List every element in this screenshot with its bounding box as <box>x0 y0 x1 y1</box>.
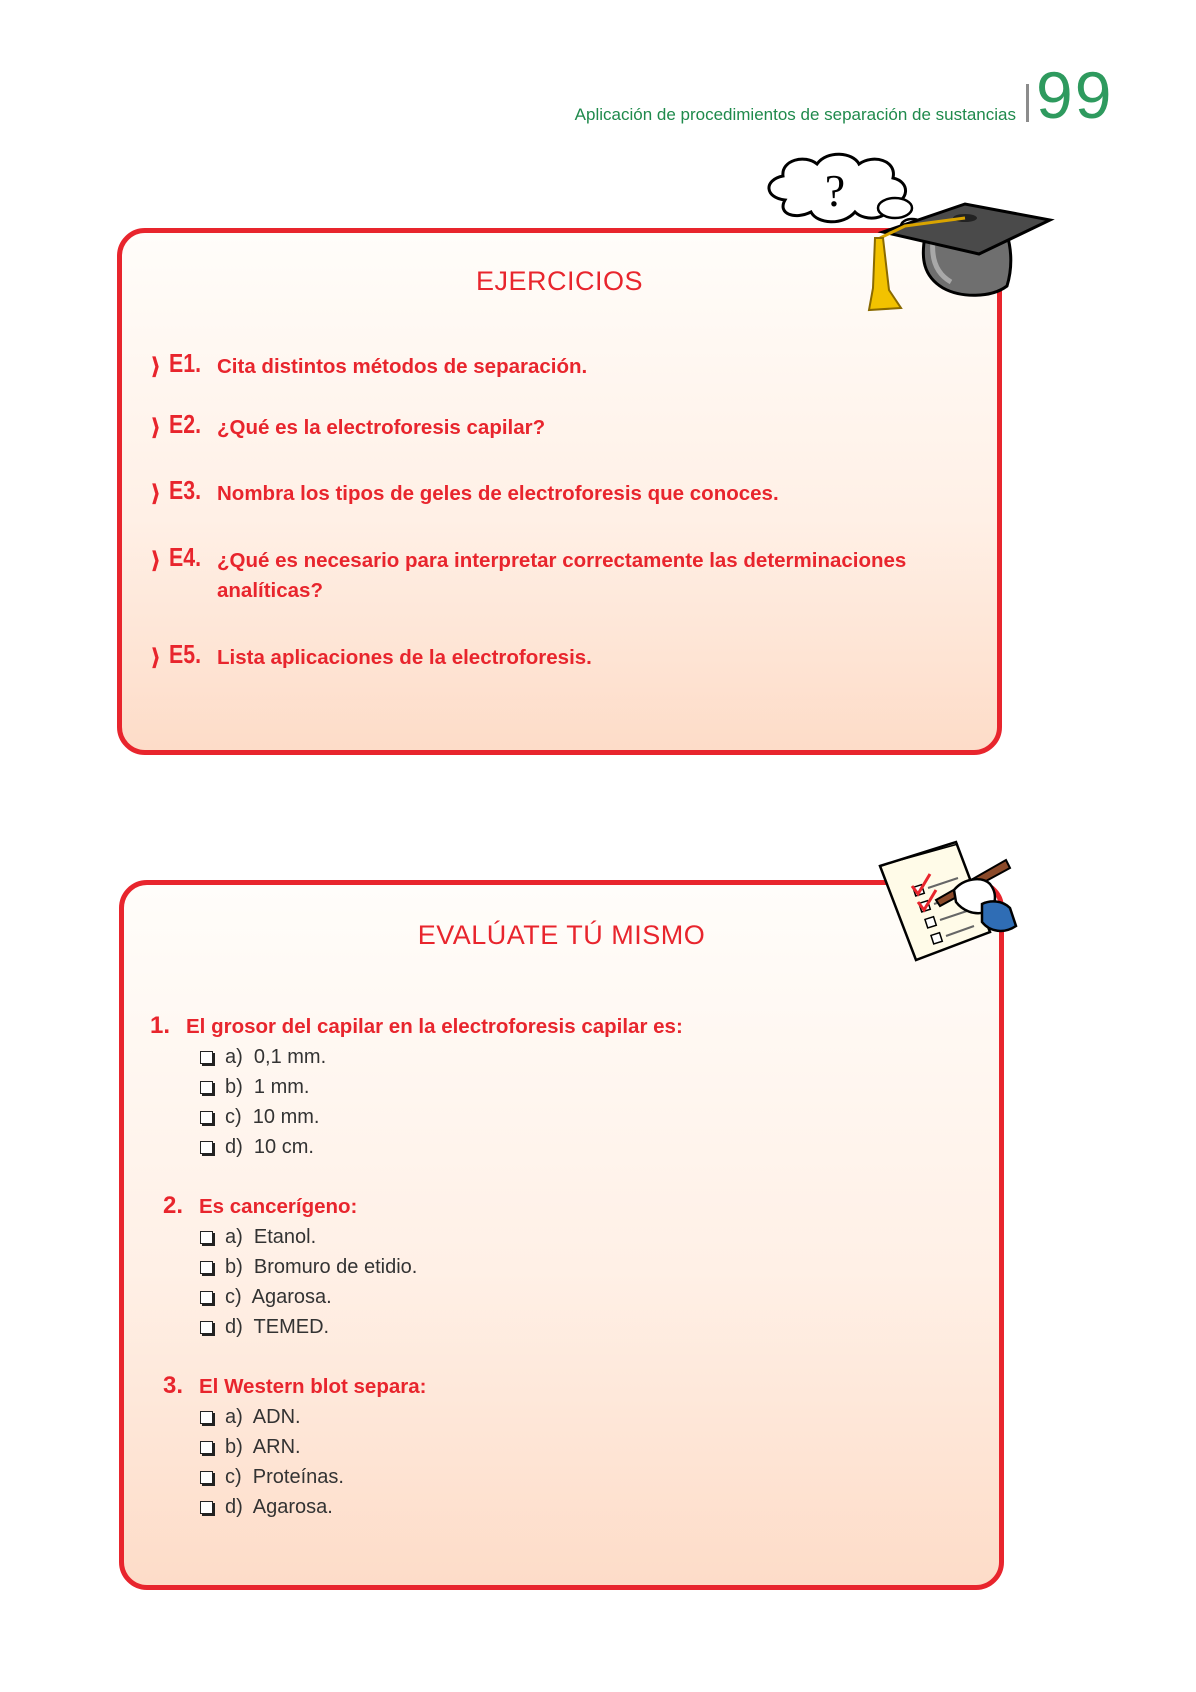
running-header: Aplicación de procedimientos de separación de sustancias <box>574 105 1016 124</box>
checkbox-icon[interactable] <box>200 1231 213 1244</box>
checkbox-icon[interactable] <box>200 1291 213 1304</box>
question-text: El grosor del capilar en la electroforesis capilar es: <box>186 1015 683 1038</box>
answer-option[interactable]: a) 0,1 mm. <box>200 1042 326 1072</box>
checkbox-icon[interactable] <box>200 1321 213 1334</box>
answer-option[interactable]: d) 10 cm. <box>200 1132 314 1162</box>
self-test-panel <box>119 880 1004 1590</box>
answer-option[interactable]: c) Agarosa. <box>200 1282 332 1312</box>
exercise-text: Cita distintos métodos de separación. <box>217 355 588 378</box>
header-separator <box>1026 84 1029 122</box>
checkbox-icon[interactable] <box>200 1411 213 1424</box>
checkbox-icon[interactable] <box>200 1081 213 1094</box>
bullet-icon: ❱ <box>150 416 161 438</box>
checkbox-icon[interactable] <box>200 1051 213 1064</box>
exercise-text: ¿Qué es necesario para interpretar correctamente las determinaciones analíticas? <box>217 549 907 602</box>
thought-bubble-text: ? <box>824 165 846 216</box>
answer-option[interactable]: a) Etanol. <box>200 1222 316 1252</box>
question-number: 3. <box>163 1372 184 1399</box>
exercise-text: Nombra los tipos de geles de electroforesis que conoces. <box>217 482 779 505</box>
exercise-text: ¿Qué es la electroforesis capilar? <box>217 416 546 439</box>
checkbox-icon[interactable] <box>200 1261 213 1274</box>
bullet-icon: ❱ <box>150 646 161 668</box>
exercises-title: EJERCICIOS <box>475 266 644 296</box>
answer-option[interactable]: a) ADN. <box>200 1402 301 1432</box>
graduation-cap-icon <box>755 148 1055 316</box>
question-text: Es cancerígeno: <box>199 1195 358 1218</box>
exercise-code: E5. <box>169 639 202 669</box>
answer-option[interactable]: d) TEMED. <box>200 1312 329 1342</box>
answer-option[interactable]: c) Proteínas. <box>200 1462 344 1492</box>
answer-option[interactable]: b) Bromuro de etidio. <box>200 1252 417 1282</box>
answer-option[interactable]: b) 1 mm. <box>200 1072 309 1102</box>
checkbox-icon[interactable] <box>200 1441 213 1454</box>
answer-option[interactable]: b) ARN. <box>200 1432 301 1462</box>
checklist-icon <box>878 838 1020 966</box>
checkbox-icon[interactable] <box>200 1501 213 1514</box>
exercise-text: Lista aplicaciones de la electroforesis. <box>217 646 592 669</box>
question-number: 1. <box>150 1012 171 1039</box>
checkbox-icon[interactable] <box>200 1111 213 1124</box>
checkbox-icon[interactable] <box>200 1471 213 1484</box>
bullet-icon: ❱ <box>150 549 161 571</box>
self-test-title: EVALÚATE TÚ MISMO <box>417 920 706 950</box>
page-number: 99 <box>1036 58 1114 132</box>
checkbox-icon[interactable] <box>200 1141 213 1154</box>
exercise-code: E1. <box>169 348 202 378</box>
exercise-code: E3. <box>169 475 202 505</box>
bullet-icon: ❱ <box>150 355 161 377</box>
exercise-code: E2. <box>169 409 202 439</box>
question-number: 2. <box>163 1192 184 1219</box>
answer-option[interactable]: d) Agarosa. <box>200 1492 333 1522</box>
question-text: El Western blot separa: <box>199 1375 427 1398</box>
answer-option[interactable]: c) 10 mm. <box>200 1102 319 1132</box>
exercise-code: E4. <box>169 542 202 572</box>
bullet-icon: ❱ <box>150 482 161 504</box>
